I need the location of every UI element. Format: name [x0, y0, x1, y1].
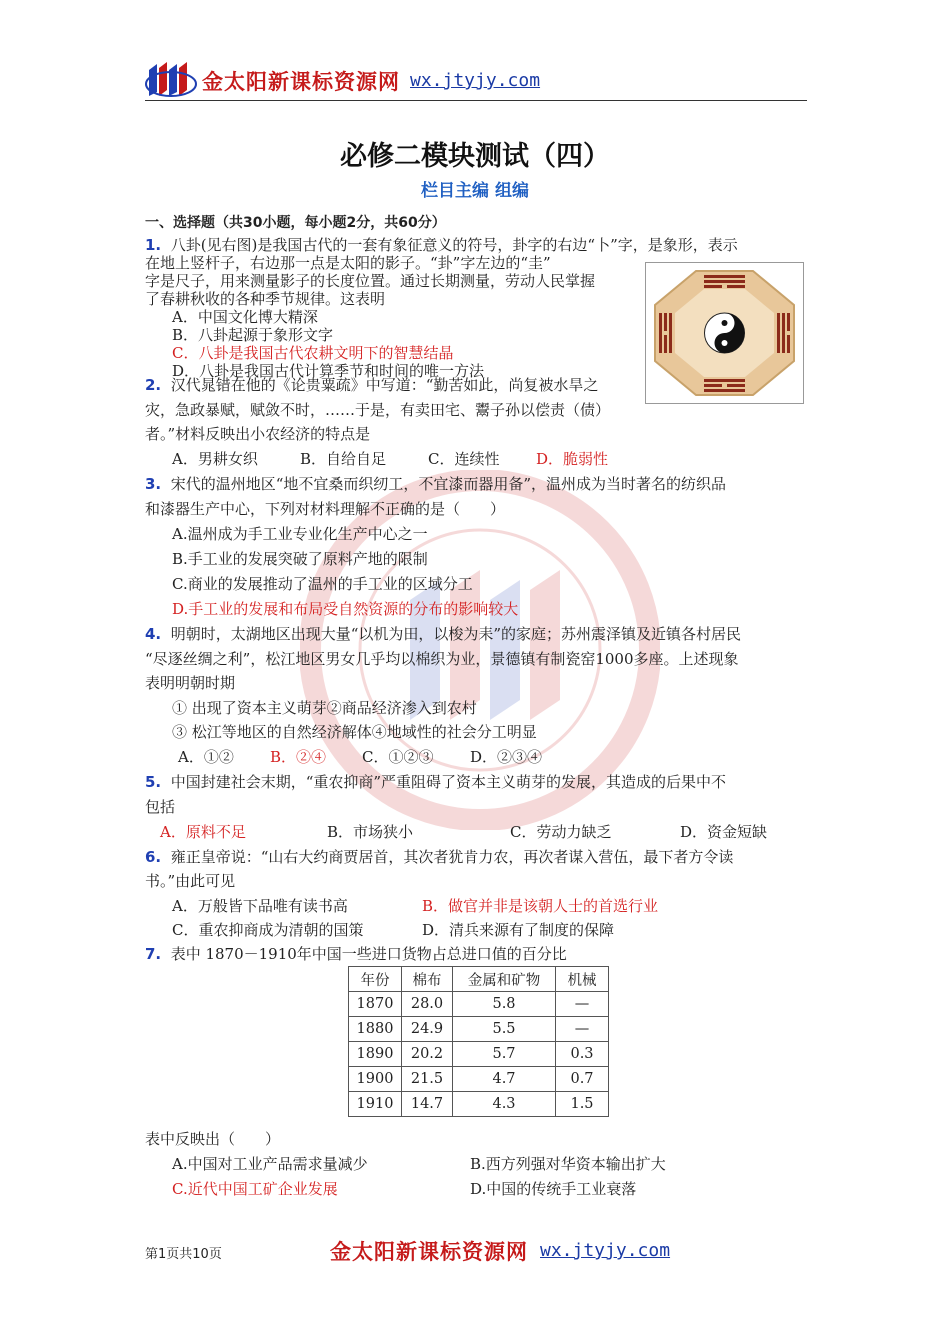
option-d-answer: D.手工业的发展和布局受自然资源的分布的影响较大 [172, 600, 519, 618]
bagua-image [645, 262, 804, 404]
option-a: A．中国文化博大精深 [172, 308, 318, 326]
footer-url-link[interactable]: wx.jtyjy.com [540, 1240, 671, 1261]
question-5-line-1 [145, 773, 726, 791]
question-1-line-3: 字是尺子，用来测量影子的长度位置。通过长期测量，劳动人民掌握 [145, 272, 596, 290]
table-row [349, 992, 609, 1017]
question-4-line-1 [145, 625, 741, 643]
question-2-line-3: 者。”材料反映出小农经济的特点是 [145, 425, 371, 443]
option-a: A．男耕女织 [172, 450, 258, 468]
option-d: D．②③④ [470, 748, 543, 766]
table-cell: 1900 [349, 1067, 402, 1092]
question-text: 八卦(见右图)是我国古代的一套有象征意义的符号，卦字的右边“卜”字，是象形，表示 [170, 236, 738, 254]
table-cell: 20.2 [402, 1042, 453, 1067]
question-number: 7. [145, 945, 162, 963]
question-text: 中国封建社会末期，“重农抑商”严重阻碍了资本主义萌芽的发展，其造成的后果中不 [170, 773, 727, 791]
table-cell: 5.5 [453, 1017, 556, 1042]
option-c: C．①②③ [362, 748, 434, 766]
table-row [349, 1042, 609, 1067]
question-2-line-1 [145, 376, 598, 394]
question-number: 5. [145, 773, 162, 791]
option-c: C．重农抑商成为清朝的国策 [172, 921, 364, 939]
question-4-line-2: “尽逐丝绸之利”，松江地区男女几乎均以棉织为业，景德镇有制瓷窑1000多座。上述现象 [145, 650, 739, 668]
header-brand: 金太阳新课标资源网 [202, 70, 400, 94]
question-number: 1. [145, 236, 162, 254]
question-text: 表中 1870－1910年中国一些进口货物占总进口值的百分比 [170, 945, 567, 963]
table-cell: 4.3 [453, 1092, 556, 1117]
option-d: D．资金短缺 [680, 823, 768, 841]
question-text: 宋代的温州地区“地不宜桑而织纫工，不宜漆而器用备”，温州成为当时著名的纺织品 [170, 475, 727, 493]
table-cell: 21.5 [402, 1067, 453, 1092]
option-c: C．连续性 [428, 450, 500, 468]
question-7-line-1 [145, 945, 567, 963]
table-cell: 5.7 [453, 1042, 556, 1067]
option-b: B.手工业的发展突破了原料产地的限制 [172, 550, 428, 568]
table-header-cell: 机械 [556, 967, 609, 992]
question-4-line-3: 表明明朝时期 [145, 674, 236, 692]
table-cell: 1870 [349, 992, 402, 1017]
import-goods-table [348, 966, 609, 1117]
table-cell: 24.9 [402, 1017, 453, 1042]
table-cell: 1910 [349, 1092, 402, 1117]
table-cell: 1890 [349, 1042, 402, 1067]
table-cell: 1880 [349, 1017, 402, 1042]
question-number: 4. [145, 625, 162, 643]
table-header-cell: 金属和矿物 [453, 967, 556, 992]
page-title: 必修二模块测试（四） [340, 141, 610, 172]
option-d: D.中国的传统手工业衰落 [470, 1180, 637, 1198]
question-5-line-2: 包括 [145, 798, 176, 816]
statement-options-1: ① 出现了资本主义萌芽②商品经济渗入到农村 [172, 699, 477, 717]
table-header-cell: 年份 [349, 967, 402, 992]
question-6-line-1 [145, 848, 733, 866]
question-2-line-2: 灾，急政暴赋，赋敛不时，……于是，有卖田宅、鬻子孙以偿责（债） [145, 401, 611, 419]
option-b: B．自给自足 [300, 450, 387, 468]
question-1-line-1 [145, 236, 738, 254]
table-header-row [349, 967, 609, 992]
footer-brand: 金太阳新课标资源网 [330, 1240, 528, 1264]
question-3-line-2: 和漆器生产中心，下列对材料理解不正确的是（ ） [145, 500, 506, 518]
table-cell: 0.7 [556, 1067, 609, 1092]
page-subtitle: 栏目主编 组编 [421, 181, 529, 201]
table-cell: 28.0 [402, 992, 453, 1017]
option-b: B.西方列强对华资本输出扩大 [470, 1155, 666, 1173]
option-b-answer: B．做官并非是该朝人士的首选行业 [422, 897, 659, 915]
question-number: 6. [145, 848, 162, 866]
option-b: B．八卦起源于象形文字 [172, 326, 334, 344]
page-number: 第1页共10页 [145, 1247, 222, 1262]
option-c: C.商业的发展推动了温州的手工业的区域分工 [172, 575, 473, 593]
table-row [349, 1092, 609, 1117]
site-logo-icon [145, 60, 197, 102]
section-heading: 一、选择题（共30小题，每小题2分，共60分） [145, 215, 446, 231]
option-d-answer: D．脆弱性 [536, 450, 609, 468]
question-text: 汉代晁错在他的《论贵粟疏》中写道：“勤苦如此，尚复被水旱之 [170, 376, 599, 394]
header-divider [145, 100, 807, 101]
table-cell: — [556, 1017, 609, 1042]
option-d: D．八卦是我国古代计算季节和时间的唯一方法 [172, 362, 485, 380]
table-row [349, 1067, 609, 1092]
option-a-answer: A．原料不足 [160, 823, 246, 841]
question-1-line-4: 了春耕秋收的各种季节规律。这表明 [145, 290, 386, 308]
table-cell: 14.7 [402, 1092, 453, 1117]
option-a: A．①② [178, 748, 234, 766]
option-c-answer: C．八卦是我国古代农耕文明下的智慧结晶 [172, 344, 454, 362]
table-cell: 4.7 [453, 1067, 556, 1092]
question-text: 雍正皇帝说：“山右大约商贾居首，其次者犹肯力农，再次者谋入营伍，最下者方令读 [170, 848, 734, 866]
table-cell: 0.3 [556, 1042, 609, 1067]
question-number: 2. [145, 376, 162, 394]
option-a: A.温州成为手工业专业化生产中心之一 [172, 525, 428, 543]
question-3-line-1 [145, 475, 726, 493]
question-1-line-2: 在地上竖杆子，右边那一点是太阳的影子。“卦”字左边的“圭” [145, 254, 551, 272]
table-cell: 5.8 [453, 992, 556, 1017]
table-cell: — [556, 992, 609, 1017]
header-url-link[interactable]: wx.jtyjy.com [410, 70, 541, 91]
option-d: D．清兵来源有了制度的保障 [422, 921, 615, 939]
table-row [349, 1017, 609, 1042]
question-text: 明朝时，太湖地区出现大量“以机为田，以梭为耒”的家庭；苏州震泽镇及近镇各村居民 [170, 625, 742, 643]
statement-options-2: ③ 松江等地区的自然经济解体④地域性的社会分工明显 [172, 723, 537, 741]
option-b: B．市场狭小 [327, 823, 414, 841]
option-b-answer: B．②④ [270, 748, 327, 766]
question-6-line-2: 书。”由此可见 [145, 872, 236, 890]
question-7-line-2: 表中反映出（ ） [145, 1130, 281, 1148]
option-a: A．万般皆下品唯有读书高 [172, 897, 348, 915]
table-header-cell: 棉布 [402, 967, 453, 992]
table-cell: 1.5 [556, 1092, 609, 1117]
option-c: C．劳动力缺乏 [510, 823, 612, 841]
option-c-answer: C.近代中国工矿企业发展 [172, 1180, 338, 1198]
option-a: A.中国对工业产品需求量减少 [172, 1155, 368, 1173]
question-number: 3. [145, 475, 162, 493]
